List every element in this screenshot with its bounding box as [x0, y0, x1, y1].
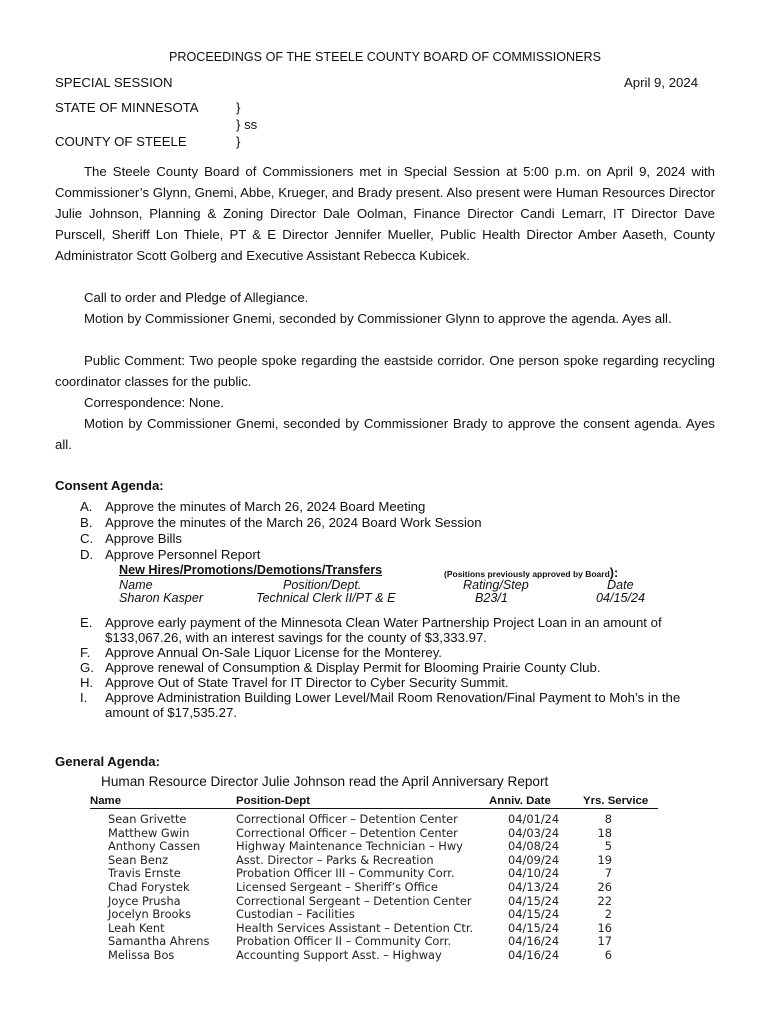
item-text: Approve early payment of the Minnesota Clean Water Partnership Project Loan in an amount of $133,067.26, with an interest savings for the county of $3,333.97. [105, 615, 662, 645]
anniv-date: 04/15/24 [508, 907, 560, 921]
session-date: April 9, 2024 [624, 75, 699, 90]
anniv-position: Correctional Officer – Detention Center [236, 812, 458, 826]
anniv-date: 04/01/24 [508, 812, 560, 826]
general-heading: General Agenda: [55, 754, 161, 769]
anniv-header-position: Position-Dept [236, 795, 311, 807]
motion-agenda: Motion by Commissioner Gnemi, seconded by Commissioner Glynn to approve the agenda. Ayes all. [84, 311, 672, 326]
county-brace: } [236, 134, 241, 149]
item-text: Approve Annual On-Sale Liquor License for the Monterey. [105, 645, 442, 660]
item-text: Approve Bills [105, 531, 182, 546]
motion-consent: Motion by Commissioner Gnemi, seconded by Commissioner Brady to approve the consent agenda. Ayes all. [55, 416, 715, 452]
item-letter: C. [80, 531, 94, 546]
call-to-order: Call to order and Pledge of Allegiance. [84, 290, 309, 305]
personnel-row-position: Technical Clerk II/PT & E [256, 591, 396, 605]
item-letter: D. [80, 547, 94, 562]
list-item [80, 531, 720, 546]
item-letter: H. [80, 675, 94, 690]
anniv-years: 19 [597, 853, 612, 867]
anniv-date: 04/03/24 [508, 826, 560, 840]
list-item [80, 645, 720, 660]
list-item [80, 547, 720, 562]
anniv-position: Health Services Assistant – Detention Ctr. [236, 921, 474, 935]
correspondence: Correspondence: None. [84, 395, 225, 410]
anniv-years: 2 [604, 907, 612, 921]
personnel-header-rating: Rating/Step [463, 578, 529, 592]
item-letter: E. [80, 615, 93, 630]
anniv-name: Sean Benz [108, 853, 169, 867]
report-intro: Human Resource Director Julie Johnson read the April Anniversary Report [101, 774, 549, 789]
ss-brace: } ss [236, 117, 258, 132]
consent-heading: Consent Agenda: [55, 478, 164, 493]
anniv-name: Melissa Bos [108, 948, 175, 962]
anniv-position: Correctional Sergeant – Detention Center [236, 894, 472, 908]
anniv-name: Sean Grivette [108, 812, 187, 826]
anniv-name: Travis Ernste [108, 866, 181, 880]
anniv-position: Probation Officer II – Community Corr. [236, 934, 452, 948]
personnel-row-date: 04/15/24 [596, 591, 646, 605]
anniv-years: 6 [604, 948, 612, 962]
item-text: Approve Out of State Travel for IT Director to Cyber Security Summit. [105, 675, 509, 690]
list-item [80, 499, 720, 514]
anniv-years: 26 [597, 880, 612, 894]
consent-list-e-i [80, 615, 720, 720]
anniv-position: Probation Officer III – Community Corr. [236, 866, 455, 880]
personnel-row-name: Sharon Kasper [119, 591, 204, 605]
anniv-header-years: Yrs. Service [583, 795, 649, 807]
item-text: Approve Administration Building Lower Level/Mail Room Renovation/Final Payment to Moh’s in the amount of $17,535.27. [105, 690, 681, 720]
list-item [80, 515, 720, 530]
anniv-date: 04/16/24 [508, 948, 560, 962]
item-letter: I. [80, 690, 88, 705]
document-title: PROCEEDINGS OF THE STEELE COUNTY BOARD OF COMMISSIONERS [169, 50, 601, 64]
personnel-row-rating: B23/1 [475, 591, 508, 605]
anniv-years: 22 [597, 894, 612, 908]
state-brace: } [236, 100, 241, 115]
anniv-position: Licensed Sergeant – Sheriff’s Office [236, 880, 438, 894]
list-item [80, 660, 720, 675]
anniv-date: 04/15/24 [508, 921, 560, 935]
anniv-years: 18 [597, 826, 612, 840]
item-text: Approve the minutes of March 26, 2024 Board Meeting [105, 499, 426, 514]
personnel-header-date: Date [607, 578, 634, 592]
county-label: COUNTY OF STEELE [55, 134, 187, 149]
anniv-years: 7 [604, 866, 612, 880]
anniv-header-name: Name [90, 795, 122, 807]
item-text: Approve Personnel Report [105, 547, 261, 562]
anniv-header-rule [90, 808, 658, 809]
anniv-position: Custodian – Facilities [236, 907, 355, 921]
anniv-date: 04/16/24 [508, 934, 560, 948]
personnel-header-name: Name [119, 578, 153, 592]
item-letter: G. [80, 660, 94, 675]
anniv-years: 8 [604, 812, 612, 826]
list-item [80, 675, 720, 690]
personnel-note-end: ): [609, 566, 619, 580]
item-text: Approve renewal of Consumption & Display Permit for Blooming Prairie County Club. [105, 660, 601, 675]
anniv-name: Matthew Gwin [108, 826, 190, 840]
anniv-position: Asst. Director – Parks & Recreation [236, 853, 434, 867]
anniv-date: 04/09/24 [508, 853, 560, 867]
anniv-name: Chad Forystek [108, 880, 190, 894]
session-type: SPECIAL SESSION [55, 75, 173, 90]
anniv-position: Highway Maintenance Technician – Hwy [236, 839, 463, 853]
item-letter: A. [80, 499, 93, 514]
anniv-position: Correctional Officer – Detention Center [236, 826, 458, 840]
personnel-header-position: Position/Dept. [283, 578, 362, 592]
anniv-years: 16 [597, 921, 612, 935]
personnel-title: New Hires/Promotions/Demotions/Transfers [119, 563, 383, 577]
anniv-years: 17 [597, 934, 612, 948]
anniv-name: Jocelyn Brooks [108, 907, 192, 921]
personnel-note-text: (Positions previously approved by Board [444, 569, 610, 579]
list-item [80, 615, 720, 645]
consent-list-a-d [80, 499, 720, 562]
public-comment: Public Comment: Two people spoke regarding the eastside corridor. One person spoke regarding recycling coordinator classes for the public. [55, 353, 715, 389]
anniversary-table [0, 812, 770, 962]
item-letter: B. [80, 515, 93, 530]
anniv-date: 04/13/24 [508, 880, 560, 894]
list-item [80, 690, 720, 720]
state-label: STATE OF MINNESOTA [55, 100, 199, 115]
item-text: Approve the minutes of the March 26, 2024 Board Work Session [105, 515, 482, 530]
anniv-date: 04/15/24 [508, 894, 560, 908]
anniv-position: Accounting Support Asst. – Highway [236, 948, 442, 962]
anniv-name: Leah Kent [108, 921, 165, 935]
anniv-years: 5 [604, 839, 612, 853]
intro-paragraph: The Steele County Board of Commissioners met in Special Session at 5:00 p.m. on April 9, 2024 with Commissioner’s Glynn, Gnemi, Abbe, Krueger, and Brady present. Also present were Human Resources Director Julie Johnson, Planning & Zoning Director Dale Oolman, Finance Director Candi Lemarr, IT Director Dave Purscell, Sheriff Lon Thiele, PT & E Director Jennifer Mueller, Public Health Director Amber Aaseth, County Administrator Scott Golberg and Executive Assistant Rebecca Kubicek. [55, 164, 715, 263]
item-letter: F. [80, 645, 91, 660]
anniv-name: Samantha Ahrens [108, 934, 210, 948]
anniv-name: Joyce Prusha [108, 894, 181, 908]
anniv-date: 04/08/24 [508, 839, 560, 853]
anniv-name: Anthony Cassen [108, 839, 201, 853]
anniv-date: 04/10/24 [508, 866, 560, 880]
anniv-header-date: Anniv. Date [489, 795, 551, 807]
